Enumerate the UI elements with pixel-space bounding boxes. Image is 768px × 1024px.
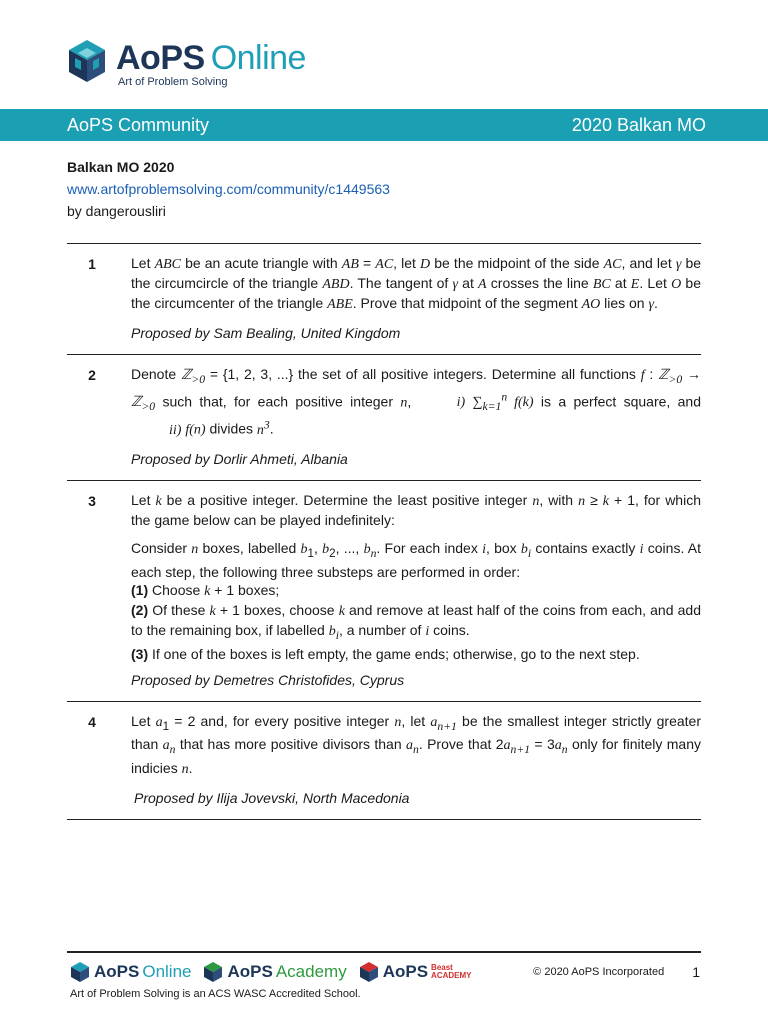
problem-list [67,243,701,820]
problem-statement: Let ABC be an acute triangle with AB = AC, let D be the midpoint of the side AC, and let γ be the circumcircle of the triangle ABD. The tangent of γ at A crosses the line BC at E. Let O be the circumcenter of the triangle ABE. Prove that midpoint of the segment AO lies on γ. Proposed by Sam Bealing, United Kingdom [131,255,702,341]
footer-aops-online-logo[interactable]: AoPS Online [70,961,191,983]
aops-cube-icon [66,38,108,84]
problem-statement: Let $a_1 = 2$ and, for every positive integer n, let $a_{n+1}$ be the smallest integer strictly greater than $a_n$ that has more positive divisors than $a_n$. Prove that $2a_{n+1} = 3a_n$ only for finitely many indicies n. Proposed by Ilija Jovevski, North Macedonia [131,712,701,807]
header-banner [0,109,768,141]
author-line: by dangerousliri [67,203,166,219]
proposer: Proposed by Dorlir Ahmeti, Albania [131,450,348,467]
problem-4 [67,701,701,821]
aops-cube-icon [70,961,90,983]
problem-3 [67,480,701,701]
footer-beast-academy-logo[interactable]: AoPS Beast ACADEMY [359,961,472,983]
accreditation-note: Art of Problem Solving is an ACS WASC Accredited School. [70,988,361,1000]
contest-title: Balkan MO 2020 [67,159,175,175]
problem-1 [67,243,701,354]
problem-number: 1 [88,256,96,272]
community-link[interactable]: www.artofproblemsolving.com/community/c1449563 [67,181,390,197]
footer-divider [67,951,701,953]
logo-tagline: Art of Problem Solving [118,76,228,88]
proposer: Proposed by Demetres Christofides, Cyprus [131,671,405,688]
aops-cube-icon [359,961,379,983]
proposer: Proposed by Ilija Jovevski, North Macedonia [134,790,410,807]
banner-community[interactable]: AoPS Community [67,114,210,135]
aops-online-logo[interactable] [66,38,306,88]
contest-meta [67,156,390,222]
banner-contest: 2020 Balkan MO [571,114,706,135]
proposer: Proposed by Sam Bealing, United Kingdom [131,325,401,341]
problem-number: 2 [88,367,96,383]
logo-online: Online [210,39,306,77]
problem-2 [67,354,701,480]
copyright: © 2020 AoPS Incorporated [533,966,665,978]
logo-brand: AoPS [116,39,205,77]
problem-number: 3 [88,492,96,509]
aops-cube-icon [203,961,223,983]
footer [70,958,700,986]
page-number: 1 [692,964,700,980]
problem-number: 4 [88,713,96,730]
problem-statement: Let k be a positive integer. Determine the least positive integer n, with n ≥ k + 1, for which the game below can be played indefinitely: Consider n boxes, labelled $b_1$, $b_2$, ..., $b_n$. For each index i, box $b_i$ contains exactly i coins. At each step, the following three substeps are performed in order: (1) Choose k + 1 boxes; (2) Of these k + 1 boxes, choose k and remove at least half of the coins from each, and add to the remaining box, if labelled $b_i$, a number of i coins. (3) If one of the boxes is left empty, the game ends; otherwise, go to the next step. Proposed by Demetres Christofides, Cyprus [131,491,702,688]
footer-aops-academy-logo[interactable]: AoPS Academy [203,961,346,983]
problem-statement: Denote ℤ$_{>0}$ = {1, 2, 3, ...} the set of all positive integers. Determine all functions f : ℤ$_{>0}$ → ℤ$_{>0}$ such that, for each positive integer n, i) $\sum_{k=1}^n$ f(k) is a perfect square, and ii) f(n) divides $n^3$. Proposed by Dorlir Ahmeti, Albania [131,366,702,467]
